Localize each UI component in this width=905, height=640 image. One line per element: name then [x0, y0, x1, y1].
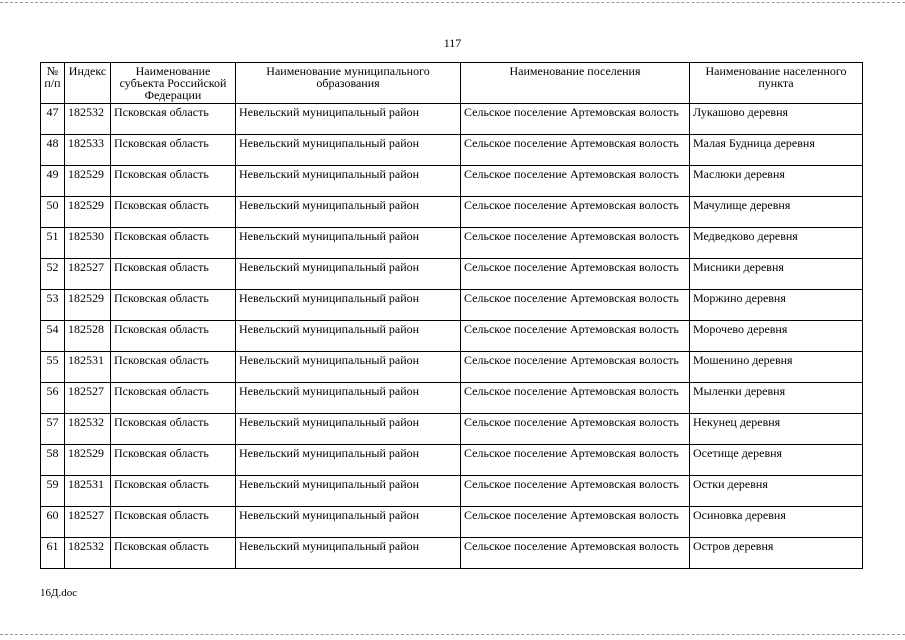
- postal-index: 182530: [65, 228, 111, 259]
- row-number: 57: [41, 414, 65, 445]
- locality-name: Остки деревня: [690, 476, 863, 507]
- subject-name: Псковская область: [111, 228, 236, 259]
- subject-name: Псковская область: [111, 166, 236, 197]
- header-locality: Наименование населенного пункта: [690, 63, 863, 104]
- table-row: [41, 383, 863, 414]
- postal-index: 182531: [65, 476, 111, 507]
- table-row: [41, 166, 863, 197]
- subject-name: Псковская область: [111, 352, 236, 383]
- locality-name: Мисники деревня: [690, 259, 863, 290]
- row-number: 54: [41, 321, 65, 352]
- row-number: 47: [41, 104, 65, 135]
- settlement-name: Сельское поселение Артемовская волость: [461, 104, 690, 135]
- table-row: [41, 352, 863, 383]
- settlement-name: Сельское поселение Артемовская волость: [461, 290, 690, 321]
- row-number: 48: [41, 135, 65, 166]
- municipality-name: Невельский муниципальный район: [236, 321, 461, 352]
- table-row: [41, 104, 863, 135]
- postal-index: 182532: [65, 414, 111, 445]
- settlements-table: [40, 62, 863, 569]
- postal-index: 182532: [65, 104, 111, 135]
- row-number: 49: [41, 166, 65, 197]
- settlement-name: Сельское поселение Артемовская волость: [461, 197, 690, 228]
- settlement-name: Сельское поселение Артемовская волость: [461, 414, 690, 445]
- municipality-name: Невельский муниципальный район: [236, 507, 461, 538]
- table-row: [41, 228, 863, 259]
- municipality-name: Невельский муниципальный район: [236, 135, 461, 166]
- settlement-name: Сельское поселение Артемовская волость: [461, 166, 690, 197]
- postal-index: 182527: [65, 507, 111, 538]
- document-filename: 16Д.doc: [40, 587, 78, 599]
- municipality-name: Невельский муниципальный район: [236, 383, 461, 414]
- row-number: 55: [41, 352, 65, 383]
- row-number: 51: [41, 228, 65, 259]
- locality-name: Лукашово деревня: [690, 104, 863, 135]
- table-row: [41, 321, 863, 352]
- locality-name: Осетище деревня: [690, 445, 863, 476]
- locality-name: Малая Будница деревня: [690, 135, 863, 166]
- row-number: 61: [41, 538, 65, 569]
- settlement-name: Сельское поселение Артемовская волость: [461, 321, 690, 352]
- row-number: 53: [41, 290, 65, 321]
- locality-name: Мыленки деревня: [690, 383, 863, 414]
- settlement-name: Сельское поселение Артемовская волость: [461, 228, 690, 259]
- subject-name: Псковская область: [111, 414, 236, 445]
- row-number: 58: [41, 445, 65, 476]
- row-number: 50: [41, 197, 65, 228]
- locality-name: Мошенино деревня: [690, 352, 863, 383]
- locality-name: Остров деревня: [690, 538, 863, 569]
- table-row: [41, 290, 863, 321]
- municipality-name: Невельский муниципальный район: [236, 290, 461, 321]
- municipality-name: Невельский муниципальный район: [236, 197, 461, 228]
- locality-name: Медведково деревня: [690, 228, 863, 259]
- table-row: [41, 538, 863, 569]
- header-settlement: Наименование поселения: [461, 63, 690, 104]
- settlement-name: Сельское поселение Артемовская волость: [461, 352, 690, 383]
- subject-name: Псковская область: [111, 321, 236, 352]
- table-row: [41, 445, 863, 476]
- subject-name: Псковская область: [111, 538, 236, 569]
- locality-name: Мачулище деревня: [690, 197, 863, 228]
- municipality-name: Невельский муниципальный район: [236, 259, 461, 290]
- scan-bottom-edge: [0, 634, 905, 635]
- municipality-name: Невельский муниципальный район: [236, 352, 461, 383]
- table-row: [41, 476, 863, 507]
- subject-name: Псковская область: [111, 259, 236, 290]
- municipality-name: Невельский муниципальный район: [236, 228, 461, 259]
- page-number: 117: [443, 36, 462, 50]
- settlement-name: Сельское поселение Артемовская волость: [461, 507, 690, 538]
- postal-index: 182527: [65, 259, 111, 290]
- postal-index: 182529: [65, 166, 111, 197]
- locality-name: Морочево деревня: [690, 321, 863, 352]
- row-number: 56: [41, 383, 65, 414]
- locality-name: Осиновка деревня: [690, 507, 863, 538]
- subject-name: Псковская область: [111, 104, 236, 135]
- subject-name: Псковская область: [111, 445, 236, 476]
- settlement-name: Сельское поселение Артемовская волость: [461, 538, 690, 569]
- row-number: 59: [41, 476, 65, 507]
- subject-name: Псковская область: [111, 476, 236, 507]
- table-row: [41, 259, 863, 290]
- table-row: [41, 507, 863, 538]
- locality-name: Моржино деревня: [690, 290, 863, 321]
- subject-name: Псковская область: [111, 383, 236, 414]
- header-number: № п/п: [41, 63, 65, 104]
- settlement-name: Сельское поселение Артемовская волость: [461, 476, 690, 507]
- settlement-name: Сельское поселение Артемовская волость: [461, 383, 690, 414]
- municipality-name: Невельский муниципальный район: [236, 414, 461, 445]
- scan-top-edge: [0, 2, 905, 3]
- municipality-name: Невельский муниципальный район: [236, 104, 461, 135]
- locality-name: Некунец деревня: [690, 414, 863, 445]
- table-row: [41, 197, 863, 228]
- header-subject: Наименование субъекта Российской Федерации: [111, 63, 236, 104]
- table-row: [41, 414, 863, 445]
- municipality-name: Невельский муниципальный район: [236, 476, 461, 507]
- table-body: [41, 104, 863, 569]
- municipality-name: Невельский муниципальный район: [236, 538, 461, 569]
- postal-index: 182533: [65, 135, 111, 166]
- subject-name: Псковская область: [111, 290, 236, 321]
- locality-name: Маслюки деревня: [690, 166, 863, 197]
- postal-index: 182532: [65, 538, 111, 569]
- postal-index: 182529: [65, 290, 111, 321]
- municipality-name: Невельский муниципальный район: [236, 166, 461, 197]
- table-row: [41, 135, 863, 166]
- settlement-name: Сельское поселение Артемовская волость: [461, 135, 690, 166]
- header-index: Индекс: [65, 63, 111, 104]
- table-header-row: [41, 63, 863, 104]
- postal-index: 182529: [65, 445, 111, 476]
- postal-index: 182529: [65, 197, 111, 228]
- postal-index: 182531: [65, 352, 111, 383]
- subject-name: Псковская область: [111, 135, 236, 166]
- settlement-name: Сельское поселение Артемовская волость: [461, 445, 690, 476]
- municipality-name: Невельский муниципальный район: [236, 445, 461, 476]
- settlement-name: Сельское поселение Артемовская волость: [461, 259, 690, 290]
- row-number: 60: [41, 507, 65, 538]
- postal-index: 182527: [65, 383, 111, 414]
- postal-index: 182528: [65, 321, 111, 352]
- subject-name: Псковская область: [111, 197, 236, 228]
- header-municipality: Наименование муниципального образования: [236, 63, 461, 104]
- row-number: 52: [41, 259, 65, 290]
- subject-name: Псковская область: [111, 507, 236, 538]
